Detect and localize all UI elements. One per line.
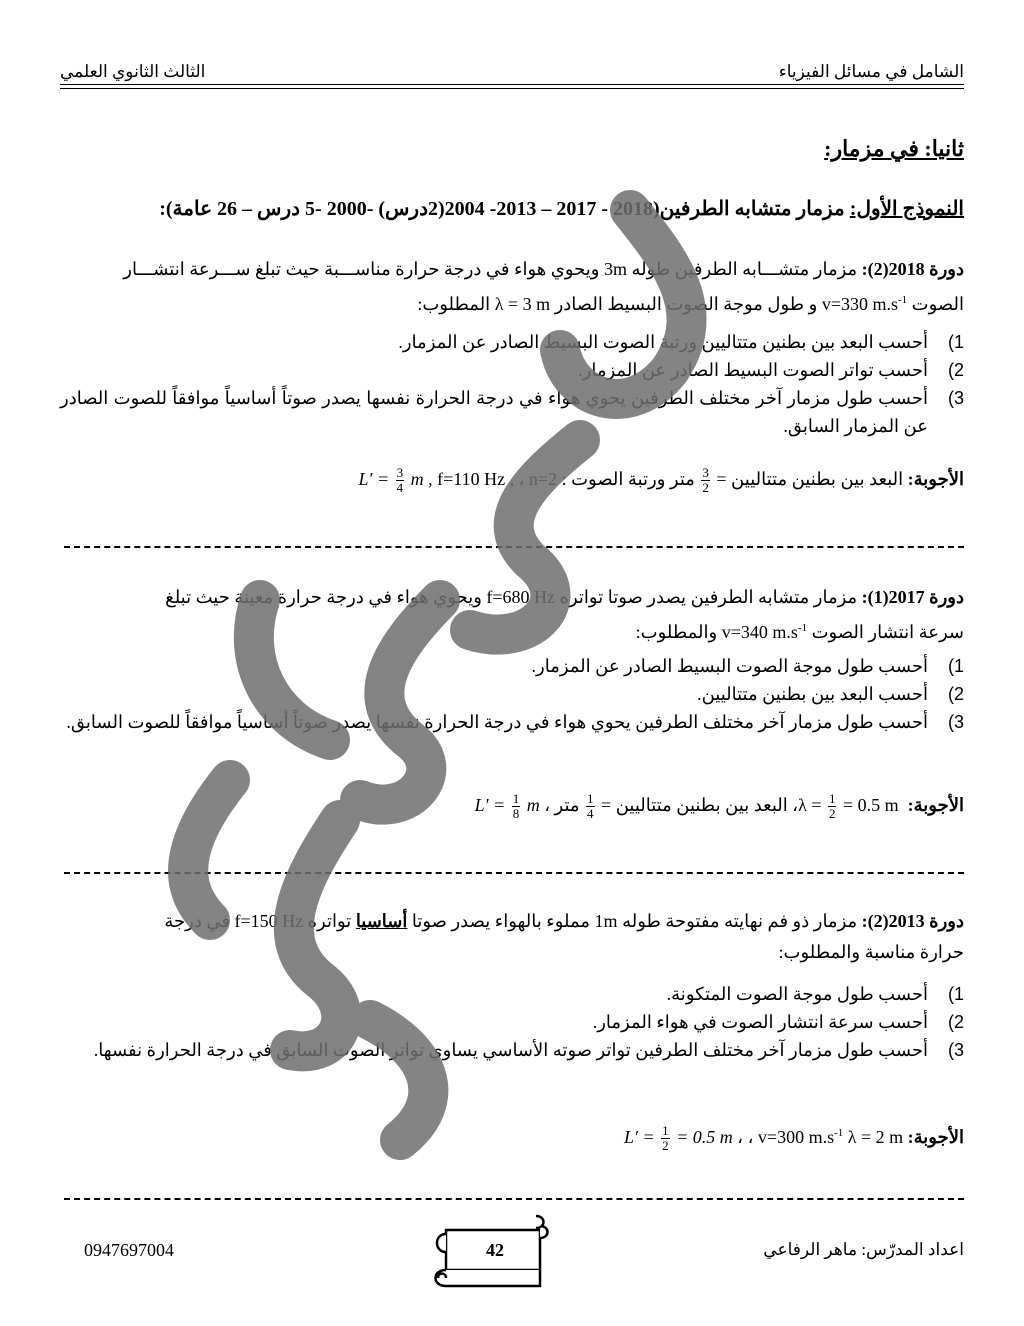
answer-text: ، البعد بين بطنين متتاليين = bbox=[601, 795, 799, 815]
list-item bbox=[60, 356, 964, 384]
problem-1-lambda: λ = 3 m bbox=[494, 294, 551, 314]
question-number: 1) bbox=[947, 656, 964, 676]
answer-L-prime: L′ = bbox=[474, 795, 506, 815]
answer-text: متر ورتبة الصوت : n=2 ، bbox=[518, 469, 695, 489]
problem-3-statement bbox=[60, 906, 964, 968]
fraction bbox=[586, 792, 595, 821]
page-header bbox=[60, 62, 964, 84]
problem-1-questions bbox=[60, 328, 964, 440]
fraction-numerator: 1 bbox=[587, 791, 594, 807]
problem-2-speed: v=340 m.s bbox=[721, 622, 798, 642]
question-number: 1) bbox=[947, 332, 964, 352]
header-rule-thin bbox=[60, 88, 964, 89]
problem-3-line1b: تواتره f=150 Hz في درجة bbox=[164, 911, 352, 931]
problem-3-questions bbox=[60, 980, 964, 1064]
problem-3-session: دورة 2013(2): bbox=[861, 911, 964, 931]
answers-label: الأجوبة: bbox=[907, 1127, 964, 1147]
header-rule bbox=[60, 84, 964, 85]
problem-2-session: دورة 2017(1): bbox=[861, 587, 964, 607]
problem-2-required: والمطلوب: bbox=[635, 622, 718, 642]
answer-speed-exp: -1 bbox=[834, 1127, 844, 1139]
separator bbox=[64, 872, 964, 874]
question-number: 3) bbox=[947, 388, 964, 408]
answer-speed: ، v=300 m.s bbox=[747, 1127, 835, 1147]
answers-label: الأجوبة: bbox=[907, 469, 964, 489]
header-grade: الثالث الثانوي العلمي bbox=[60, 62, 206, 81]
question-text: أحسب طول موجة الصوت المتكونة. bbox=[666, 984, 928, 1004]
answer-lambda: λ = 2 m bbox=[847, 1127, 904, 1147]
answer-value: = 0.5 m bbox=[842, 795, 899, 815]
problem-1-line2a: الصوت bbox=[911, 294, 964, 314]
answer-text: متر ، bbox=[544, 795, 580, 815]
problem-3-answers bbox=[60, 1116, 964, 1154]
question-number: 2) bbox=[947, 360, 964, 380]
model-label: النموذج الأول: bbox=[849, 198, 964, 220]
problem-1-speed-exp: -1 bbox=[897, 294, 908, 306]
answer-lambda: λ = bbox=[798, 795, 822, 815]
list-item bbox=[60, 980, 964, 1008]
answer-formula bbox=[624, 1123, 733, 1154]
fraction bbox=[701, 466, 710, 495]
question-number: 3) bbox=[947, 712, 964, 732]
problem-2-answers bbox=[60, 788, 964, 822]
fraction bbox=[512, 792, 521, 821]
problem-1-speed: v=330 m.s bbox=[821, 294, 898, 314]
fraction-numerator: 3 bbox=[396, 465, 404, 481]
question-text: أحسب سرعة انتشار الصوت في هواء المزمار. bbox=[592, 1012, 928, 1032]
fraction-numerator: 3 bbox=[702, 465, 709, 481]
fraction bbox=[396, 466, 405, 495]
question-number: 2) bbox=[947, 1012, 964, 1032]
fraction-denominator: 4 bbox=[396, 480, 404, 496]
footer-phone: 0947697004 bbox=[84, 1240, 174, 1260]
fraction-denominator: 2 bbox=[702, 480, 709, 496]
answer-frequency: f=110 Hz , bbox=[437, 469, 515, 489]
answer-unit: m bbox=[526, 795, 540, 815]
answer-formula bbox=[474, 791, 540, 822]
problem-2-speed-exp: -1 bbox=[797, 622, 808, 634]
list-item bbox=[60, 680, 964, 708]
question-text: أحسب البعد بين بطنين متتاليين ورتبة الصوت البسيط الصادر عن المزمار. bbox=[398, 332, 928, 352]
list-item bbox=[60, 708, 964, 736]
fraction-numerator: 1 bbox=[828, 791, 836, 807]
question-text: أحسب طول مزمار آخر مختلف الطرفين يحوي هواء في درجة الحرارة نفسها يصدر صوتاً أساسياً موافقاً للصوت الصادر عن المزمار السابق. bbox=[60, 388, 928, 436]
header-book-title: الشامل في مسائل الفيزياء bbox=[778, 62, 964, 81]
list-item bbox=[60, 652, 964, 680]
question-text: أحسب طول موجة الصوت البسيط الصادر عن المزمار. bbox=[531, 656, 928, 676]
question-number: 1) bbox=[947, 984, 964, 1004]
question-number: 3) bbox=[947, 1040, 964, 1060]
fraction-denominator: 2 bbox=[828, 806, 836, 822]
problem-2-line2a: سرعة انتشار الصوت bbox=[811, 622, 964, 642]
answer-text: ، bbox=[737, 1127, 744, 1147]
problem-1-required: المطلوب: bbox=[417, 294, 491, 314]
separator bbox=[64, 1198, 964, 1200]
answer-formula bbox=[798, 791, 903, 822]
answer-text: البعد بين بطنين متتاليين = bbox=[716, 469, 904, 489]
fraction-denominator: 4 bbox=[587, 806, 594, 822]
fraction-denominator: 2 bbox=[662, 1138, 669, 1154]
fraction-numerator: 1 bbox=[662, 1123, 669, 1139]
page-number: 42 bbox=[486, 1240, 504, 1260]
problem-2-statement bbox=[60, 582, 964, 648]
list-item bbox=[60, 1036, 964, 1064]
problem-1-session: دورة 2018(2): bbox=[861, 259, 964, 279]
problem-2-questions bbox=[60, 652, 964, 736]
separator bbox=[64, 546, 964, 548]
answers-label: الأجوبة: bbox=[907, 795, 964, 815]
question-text: أحسب طول مزمار آخر مختلف الطرفين يحوي هواء في درجة الحرارة نفسها يصدر صوتاً أساسياً موافقاً للصوت السابق. bbox=[66, 712, 928, 732]
footer-author: اعداد المدرّس: ماهر الرفاعي bbox=[763, 1240, 964, 1259]
question-text: أحسب طول مزمار آخر مختلف الطرفين تواتر صوته الأساسي يساوي تواتر الصوت السابق في درجة الحرارة نفسها. bbox=[93, 1040, 928, 1060]
question-text: أحسب البعد بين بطنين متتاليين. bbox=[697, 684, 928, 704]
question-number: 2) bbox=[947, 684, 964, 704]
fraction-numerator: 1 bbox=[512, 791, 520, 807]
problem-3-line2: حرارة مناسبة والمطلوب: bbox=[778, 942, 964, 962]
model-text: مزمار متشابه الطرفين(2018 - 2017 – 2013- 2004(2درس) -2000 -5 درس – 26 عامة): bbox=[159, 198, 845, 220]
problem-1-line2c: و طول موجة الصوت البسيط الصادر bbox=[554, 294, 818, 314]
answer-L-prime: L′ = bbox=[624, 1127, 655, 1147]
fraction bbox=[828, 792, 837, 821]
problem-2-line1: مزمار متشابه الطرفين يصدر صوتا تواتره f=680 Hz ويحوي هواء في درجة حرارة معينة حيث تبلغ bbox=[165, 587, 858, 607]
problem-1-line1: مزمار متشـــابه الطرفين طوله 3m ويحوي هواء في درجة حرارة مناســـبة حيث تبلغ ســـرعة انتشـــار bbox=[123, 259, 858, 279]
fraction bbox=[661, 1124, 670, 1153]
list-item bbox=[60, 1008, 964, 1036]
answer-value: = 0.5 m bbox=[676, 1127, 733, 1147]
problem-1-answers bbox=[60, 462, 964, 496]
answer-L-prime: L′ = bbox=[358, 469, 390, 489]
list-item bbox=[60, 328, 964, 356]
question-text: أحسب تواتر الصوت البسيط الصادر عن المزمار. bbox=[578, 360, 928, 380]
model-title bbox=[60, 196, 964, 221]
answer-unit: m , bbox=[410, 469, 433, 489]
fraction-denominator: 8 bbox=[512, 806, 520, 822]
list-item bbox=[60, 384, 964, 440]
problem-3-fundamental: أساسيا bbox=[355, 911, 408, 931]
problem-3-line1a: مزمار ذو فم نهايته مفتوحة طوله 1m مملوء بالهواء يصدر صوتا bbox=[411, 911, 858, 931]
section-title: ثانيا: في مزمار: bbox=[824, 136, 964, 161]
answer-formula bbox=[358, 465, 515, 496]
problem-1-statement bbox=[60, 254, 964, 320]
